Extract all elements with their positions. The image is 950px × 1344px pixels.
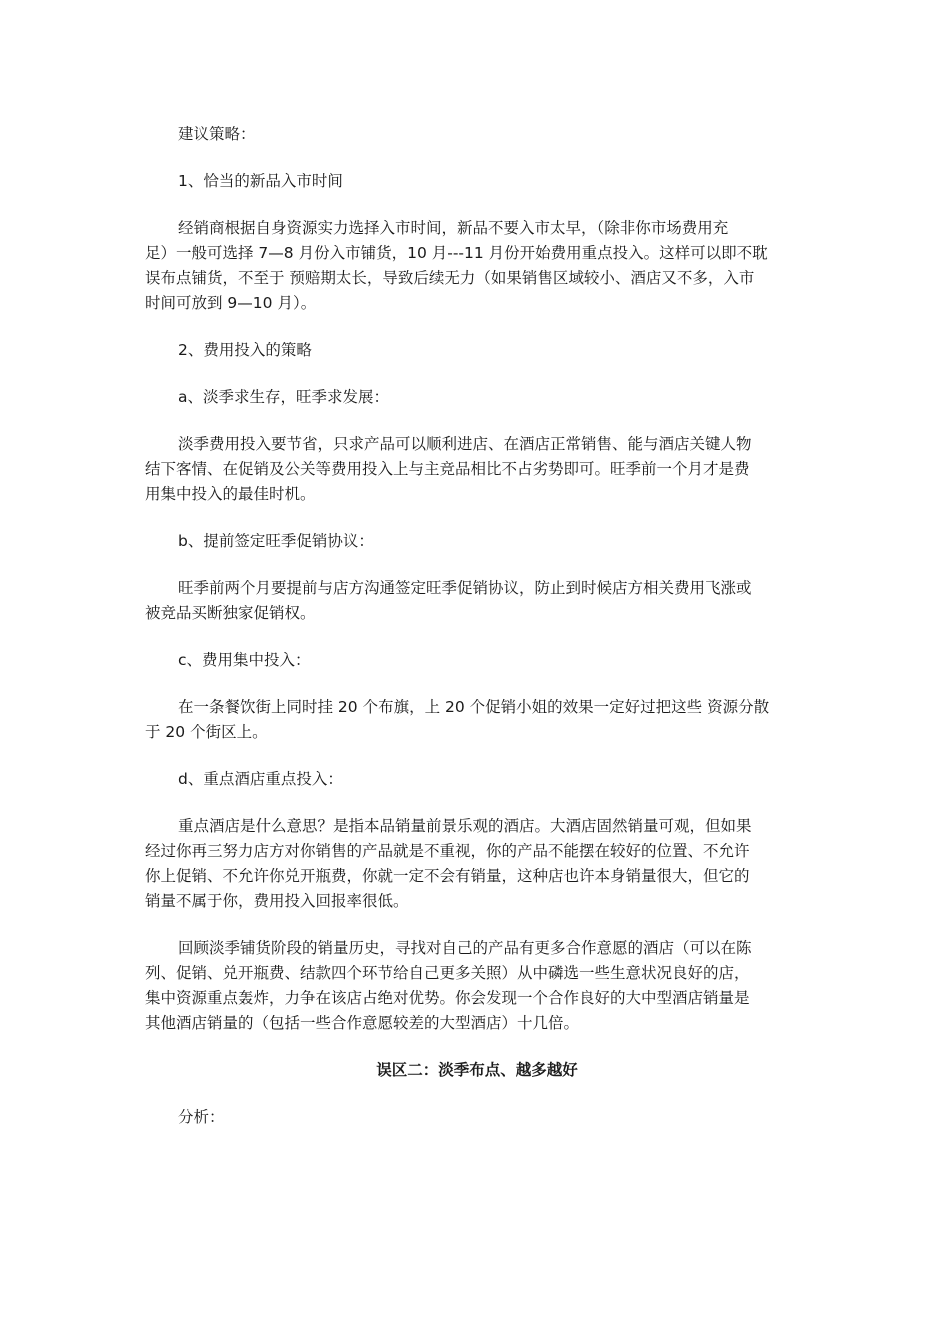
text-line: 经过你再三努力店方对你销售的产品就是不重视，你的产品不能摆在较好的位置、不允许 [145,842,750,860]
text-line: 列、促销、兑开瓶费、结款四个环节给自己更多关照）从中磷选一些生意状况良好的店， [145,964,750,982]
text-line: 用集中投入的最佳时机。 [145,485,316,503]
subsection-b-title: b、提前签定旺季促销协议： [178,532,374,550]
text-line: 淡季费用投入要节省，只求产品可以顺利进店、在酒店正常销售、能与酒店关键人物 [178,435,752,453]
text-line: 误布点铺货，不至于 预赔期太长，导致后续无力（如果销售区域较小、酒店又不多，入市 [145,269,755,287]
text-line: 被竞品买断独家促销权。 [145,604,316,622]
section-1-title: 1、恰当的新品入市时间 [178,172,343,190]
document-body [145,122,809,1130]
suggest-heading: 建议策略： [178,125,256,143]
text-line: 销量不属于你，费用投入回报率很低。 [145,892,409,910]
text-line: 足）一般可选择 7—8 月份入市铺货，10 月---11 月份开始费用重点投入。这样可以即不耽 [145,244,768,262]
text-line: 回顾淡季铺货阶段的销量历史，寻找对自己的产品有更多合作意愿的酒店（可以在陈 [178,939,752,957]
text-line: 你上促销、不允许你兑开瓶费，你就一定不会有销量，这种店也许本身销量很大，但它的 [145,867,750,885]
subsection-c-body [145,695,809,745]
text-line: 在一条餐饮街上同时挂 20 个布旗，上 20 个促销小姐的效果一定好过把这些 资源分散 [178,698,770,716]
text-line: 旺季前两个月要提前与店方沟通签定旺季促销协议，防止到时候店方相关费用飞涨或 [178,579,752,597]
text-line: 于 20 个街区上。 [145,723,268,741]
text-line: 集中资源重点轰炸，力争在该店占绝对优势。你会发现一个合作良好的大中型酒店销量是 [145,989,750,1007]
analysis-heading: 分析： [178,1108,225,1126]
subsection-b-body [145,576,809,626]
subsection-c-title: c、费用集中投入： [178,651,311,669]
text-line: 结下客情、在促销及公关等费用投入上与主竞品相比不占劣势即可。旺季前一个月才是费 [145,460,750,478]
subsection-d-body-2 [145,936,809,1036]
text-line: 经销商根据自身资源实力选择入市时间，新品不要入市太早，（除非你市场费用充 [178,219,729,237]
myth-2-heading: 误区二：淡季布点、越多越好 [376,1061,578,1079]
text-line: 其他酒店销量的（包括一些合作意愿较差的大型酒店）十几倍。 [145,1014,580,1032]
subsection-d-body-1 [145,814,809,914]
section-2-title: 2、费用投入的策略 [178,341,312,359]
subsection-a-body [145,432,809,507]
section-1-body [145,216,809,316]
text-line: 时间可放到 9—10 月）。 [145,294,317,312]
text-line: 重点酒店是什么意思？是指本品销量前景乐观的酒店。大酒店固然销量可观，但如果 [178,817,752,835]
subsection-a-title: a、淡季求生存，旺季求发展： [178,388,389,406]
subsection-d-title: d、重点酒店重点投入： [178,770,343,788]
